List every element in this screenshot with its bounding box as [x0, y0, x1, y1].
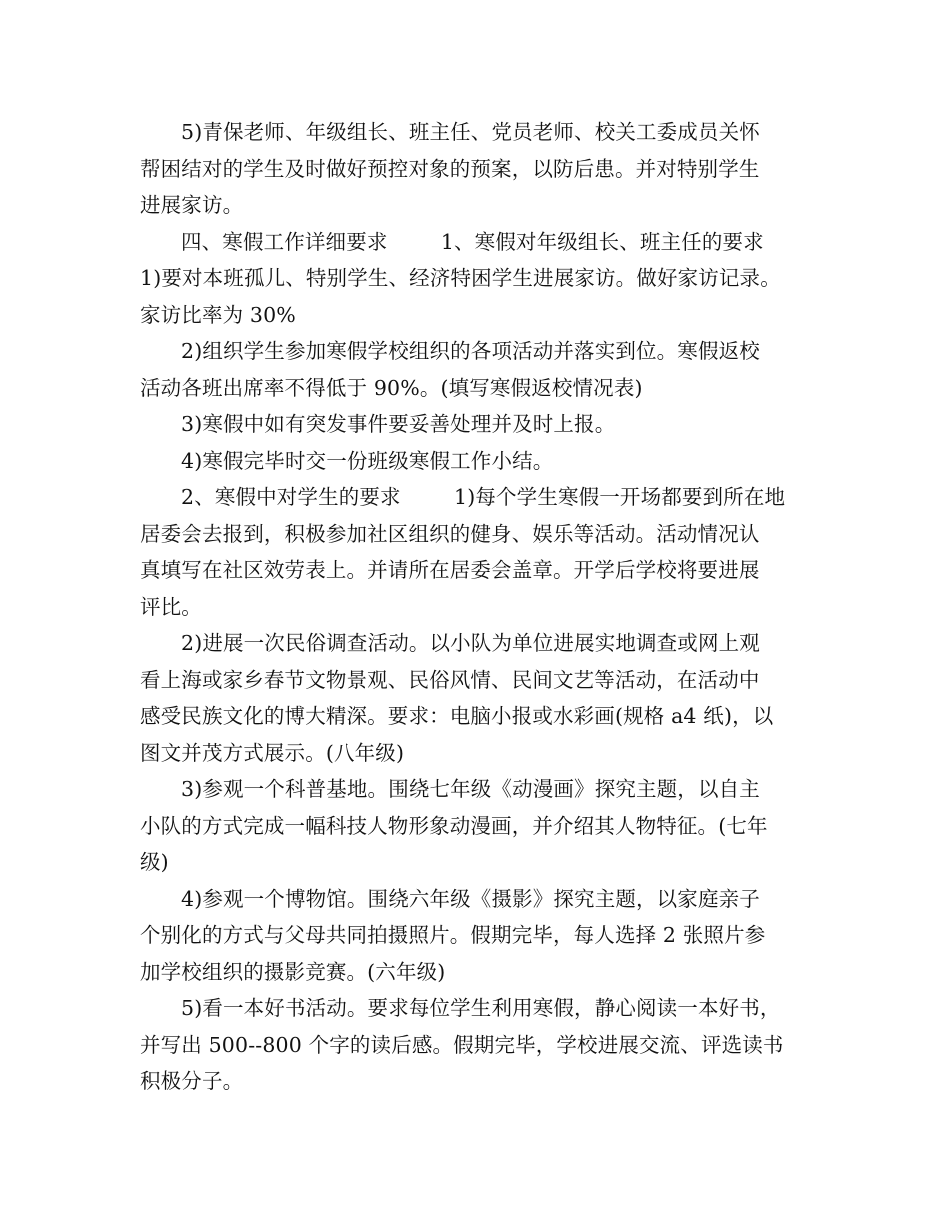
- text-line: 3)参观一个科普基地。围绕七年级《动漫画》探究主题，以自主: [181, 777, 760, 801]
- text-line: 小队的方式完成一幅科技人物形象动漫画，并介绍其人物特征。(七年: [140, 813, 768, 838]
- text-line: 帮困结对的学生及时做好预控对象的预案，以防后患。并对特别学生: [140, 156, 760, 181]
- text-line: 家访比率为 30%: [140, 302, 296, 327]
- text-line: 加学校组织的摄影竞赛。(六年级): [140, 959, 446, 984]
- text-line: 级): [140, 850, 169, 874]
- text-line: 5)青保老师、年级组长、班主任、党员老师、校关工委成员关怀: [181, 120, 760, 144]
- text-line: 看上海或家乡春节文物景观、民俗风情、民间文艺等活动，在活动中: [140, 667, 760, 692]
- text-line: 3)寒假中如有突发事件要妥善处理并及时上报。: [181, 412, 616, 436]
- text-line: 4)寒假完毕时交一份班级寒假工作小结。: [181, 448, 554, 473]
- text-line: 个别化的方式与父母共同拍摄照片。假期完毕，每人选择 2 张照片参: [140, 923, 766, 947]
- text-line: 1)要对本班孤儿、特别学生、经济特困学生进展家访。做好家访记录。: [140, 266, 781, 290]
- text-line: 2、寒假中对学生的要求 1)每个学生寒假一开场都要到所在地: [181, 485, 786, 509]
- text-line: 4)参观一个博物馆。围绕六年级《摄影》探究主题，以家庭亲子: [181, 886, 760, 911]
- text-line: 2)组织学生参加寒假学校组织的各项活动并落实到位。寒假返校: [181, 339, 760, 363]
- text-line: 图文并茂方式展示。(八年级): [140, 740, 405, 765]
- text-line: 进展家访。: [140, 193, 244, 217]
- text-line: 感受民族文化的博大精深。要求：电脑小报或水彩画(规格 a4 纸)，以: [140, 704, 774, 728]
- document-body: [140, 114, 830, 1100]
- text-line: 四、寒假工作详细要求 1、寒假对年级组长、班主任的要求: [181, 229, 764, 254]
- text-line: 并写出 500--800 个字的读后感。假期完毕，学校进展交流、评选读书: [140, 1032, 784, 1057]
- text-line: 活动各班出席率不得低于 90%。(填写寒假返校情况表): [140, 375, 643, 400]
- text-line: 积极分子。: [140, 1069, 244, 1093]
- text-line: 真填写在社区效劳表上。并请所在居委会盖章。开学后学校将要进展: [140, 558, 760, 582]
- text-line: 2)进展一次民俗调查活动。以小队为单位进展实地调查或网上观: [181, 631, 760, 655]
- text-line: 5)看一本好书活动。要求每位学生利用寒假，静心阅读一本好书，: [181, 996, 781, 1020]
- text-line: 评比。: [140, 594, 202, 619]
- text-line: 居委会去报到，积极参加社区组织的健身、娱乐等活动。活动情况认: [140, 521, 760, 546]
